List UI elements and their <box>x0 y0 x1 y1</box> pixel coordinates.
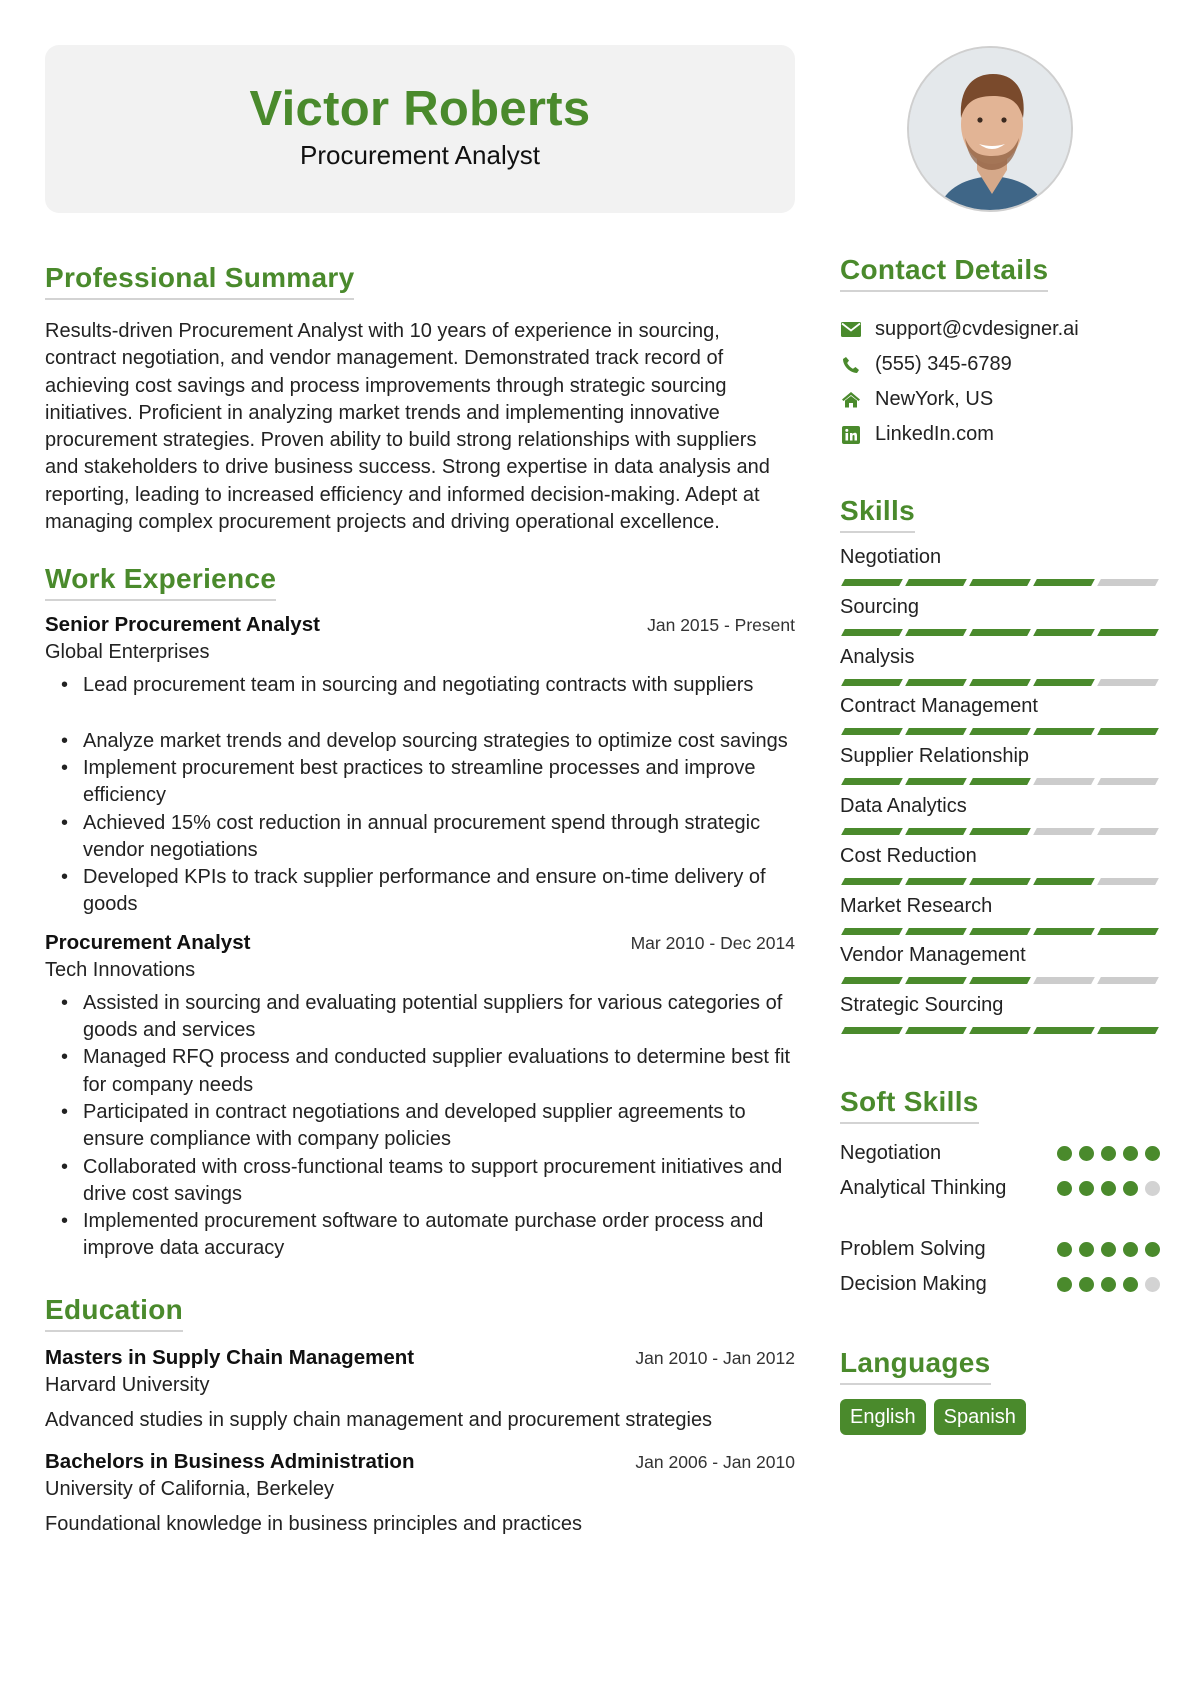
skill-segment-filled <box>841 579 903 586</box>
skill-level-bar <box>843 629 1162 636</box>
skill-segment-filled <box>905 977 967 984</box>
skill-segment-filled <box>1033 1027 1095 1034</box>
skill-segment-filled <box>841 828 903 835</box>
job-date: Mar 2010 - Dec 2014 <box>630 932 795 953</box>
skill-name: Strategic Sourcing <box>840 994 1004 1017</box>
job-bullet: • Analyze market trends and develop sourcing strategies to optimize cost savings <box>45 728 795 755</box>
summary-text: Results-driven Procurement Analyst with 10 years of experience in sourcing, contract negotiation, and vendor management. Demonstrated track record of achieving cost savings and process improvements through strategic sourcing initiatives. Proficient in analyzing market trends and implementing innovative procurement strategies. Proven ability to build strong relationships with suppliers and stakeholders to drive business success. Strong expertise in data analysis and reporting, leading to increased efficiency and informed decision-making. Adept at managing complex procurement projects and driving operational excellence. <box>45 320 770 534</box>
rating-dot-filled <box>1101 1146 1116 1161</box>
skill-item <box>840 692 1162 742</box>
skill-segment-filled <box>1097 629 1159 636</box>
skill-item <box>840 643 1162 693</box>
skill-segment-filled <box>1033 579 1095 586</box>
rating-dot-filled <box>1101 1242 1116 1257</box>
degree: Masters in Supply Chain Management <box>45 1345 415 1369</box>
job-bullet: • Collaborated with cross-functional teams to support procurement initiatives and drive cost savings <box>45 1154 795 1209</box>
job-bullet: • Assisted in sourcing and evaluating potential suppliers for various categories of goods and services <box>45 990 795 1045</box>
soft-skill-rating <box>1057 1242 1160 1257</box>
job-bullet: • Lead procurement team in sourcing and negotiating contracts with suppliers <box>45 672 795 699</box>
rating-dot-filled <box>1145 1146 1160 1161</box>
rating-dot-filled <box>1057 1242 1072 1257</box>
skill-segment-filled <box>841 728 903 735</box>
job-bullet: • Participated in contract negotiations and developed supplier agreements to ensure compliance with company policies <box>45 1099 795 1154</box>
candidate-title: Procurement Analyst <box>300 140 540 170</box>
contact-linkedin-value: LinkedIn.com <box>875 423 994 445</box>
skill-name: Vendor Management <box>840 944 1026 967</box>
contact-heading: Contact Details <box>840 253 1048 292</box>
contact-linkedin[interactable] <box>840 417 1162 452</box>
skill-level-bar <box>843 778 1162 785</box>
skill-segment-filled <box>841 928 903 935</box>
rating-dot-filled <box>1079 1146 1094 1161</box>
rating-dot-filled <box>1057 1181 1072 1196</box>
education-entry <box>45 1448 795 1538</box>
skill-item <box>840 792 1162 842</box>
skill-segment-filled <box>905 1027 967 1034</box>
rating-dot-filled <box>1057 1146 1072 1161</box>
rating-dot-filled <box>1145 1242 1160 1257</box>
skills-list <box>840 543 1162 1041</box>
soft-skill-name: Analytical Thinking <box>840 1176 1007 1199</box>
skill-item <box>840 941 1162 991</box>
skill-segment-filled <box>841 629 903 636</box>
skill-segment-filled <box>841 679 903 686</box>
soft-skill-item <box>840 1232 1162 1267</box>
education-date: Jan 2010 - Jan 2012 <box>635 1347 795 1368</box>
skill-segment-filled <box>841 778 903 785</box>
job-bullet: • Achieved 15% cost reduction in annual procurement spend through strategic vendor negotiations <box>45 810 795 865</box>
skill-item <box>840 991 1162 1041</box>
education-date: Jan 2006 - Jan 2010 <box>635 1451 795 1472</box>
skill-segment-filled <box>969 1027 1031 1034</box>
skill-segment-filled <box>969 728 1031 735</box>
candidate-name: Victor Roberts <box>249 82 591 136</box>
skill-segment-filled <box>969 977 1031 984</box>
skill-item <box>840 892 1162 942</box>
contact-location <box>840 382 1162 417</box>
skill-segment-filled <box>905 778 967 785</box>
soft-skills-heading: Soft Skills <box>840 1085 979 1124</box>
contact-phone-value: (555) 345-6789 <box>875 353 1012 375</box>
education-description: Foundational knowledge in business principles and practices <box>45 1512 582 1535</box>
skill-segment-empty <box>1097 828 1159 835</box>
skill-item <box>840 842 1162 892</box>
skill-level-bar <box>843 728 1162 735</box>
skill-segment-filled <box>969 629 1031 636</box>
contact-location-value: NewYork, US <box>875 388 994 410</box>
contact-email[interactable] <box>840 312 1162 347</box>
degree: Bachelors in Business Administration <box>45 1449 415 1473</box>
job-bullet: • Managed RFQ process and conducted supplier evaluations to determine best fit for company needs <box>45 1044 795 1099</box>
school: University of California, Berkeley <box>45 1477 334 1500</box>
skill-segment-filled <box>969 928 1031 935</box>
job-bullets <box>45 672 795 918</box>
rating-dot-empty <box>1145 1277 1160 1292</box>
languages-list <box>840 1399 1162 1435</box>
skill-name: Sourcing <box>840 595 919 618</box>
skill-segment-empty <box>1097 679 1159 686</box>
job-company: Global Enterprises <box>45 641 210 664</box>
job-bullet: • Developed KPIs to track supplier performance and ensure on-time delivery of goods <box>45 864 795 919</box>
skill-level-bar <box>843 679 1162 686</box>
skill-segment-filled <box>905 579 967 586</box>
skill-segment-empty <box>1097 977 1159 984</box>
job-bullet: • Implemented procurement software to automate purchase order process and improve data accuracy <box>45 1208 795 1263</box>
skill-segment-filled <box>841 878 903 885</box>
job-bullet: • Implement procurement best practices to streamline processes and improve efficiency <box>45 755 795 810</box>
soft-skill-rating <box>1057 1181 1160 1196</box>
skill-segment-filled <box>1033 928 1095 935</box>
soft-skill-name: Problem Solving <box>840 1237 986 1260</box>
header-card <box>45 45 795 213</box>
skill-segment-filled <box>905 828 967 835</box>
skill-segment-filled <box>905 629 967 636</box>
skill-segment-filled <box>841 977 903 984</box>
job-bullets <box>45 990 795 1263</box>
skill-segment-filled <box>969 679 1031 686</box>
linkedin-icon <box>840 424 862 446</box>
skill-item <box>840 742 1162 792</box>
job-entry <box>45 611 795 918</box>
skill-segment-filled <box>969 778 1031 785</box>
skill-name: Cost Reduction <box>840 844 977 867</box>
education-description: Advanced studies in supply chain management and procurement strategies <box>45 1408 713 1431</box>
contact-phone[interactable] <box>840 347 1162 382</box>
skill-level-bar <box>843 1027 1162 1034</box>
contact-email-value: support@cvdesigner.ai <box>875 318 1079 340</box>
skill-segment-filled <box>1097 928 1159 935</box>
skill-segment-filled <box>1033 728 1095 735</box>
skill-name: Data Analytics <box>840 794 967 817</box>
skill-level-bar <box>843 977 1162 984</box>
languages-heading: Languages <box>840 1346 991 1385</box>
rating-dot-filled <box>1079 1277 1094 1292</box>
skill-segment-filled <box>1097 1027 1159 1034</box>
summary-heading: Professional Summary <box>45 261 354 300</box>
skill-item <box>840 593 1162 643</box>
skill-segment-filled <box>1033 679 1095 686</box>
skills-heading: Skills <box>840 494 915 533</box>
skill-segment-filled <box>969 878 1031 885</box>
skill-segment-filled <box>841 1027 903 1034</box>
soft-skill-item <box>840 1171 1162 1206</box>
skill-segment-filled <box>969 828 1031 835</box>
rating-dot-filled <box>1123 1242 1138 1257</box>
skill-segment-filled <box>1033 878 1095 885</box>
skill-segment-empty <box>1033 778 1095 785</box>
education-heading: Education <box>45 1293 183 1332</box>
main-column <box>45 45 795 1538</box>
skill-segment-empty <box>1097 878 1159 885</box>
skill-name: Supplier Relationship <box>840 745 1030 768</box>
skill-segment-filled <box>905 928 967 935</box>
rating-dot-filled <box>1101 1181 1116 1196</box>
phone-icon <box>840 354 862 376</box>
work-heading: Work Experience <box>45 562 276 601</box>
skill-segment-empty <box>1033 977 1095 984</box>
job-title: Senior Procurement Analyst <box>45 613 320 637</box>
rating-dot-filled <box>1123 1277 1138 1292</box>
skill-segment-filled <box>1033 629 1095 636</box>
soft-skill-rating <box>1057 1277 1160 1292</box>
education-entry <box>45 1344 795 1434</box>
job-title: Procurement Analyst <box>45 930 251 954</box>
skill-segment-filled <box>905 679 967 686</box>
rating-dot-filled <box>1123 1181 1138 1196</box>
rating-dot-filled <box>1079 1181 1094 1196</box>
job-entry <box>45 929 795 1263</box>
sidebar-column <box>840 45 1162 1435</box>
soft-skill-name: Negotiation <box>840 1141 942 1164</box>
skill-name: Analysis <box>840 645 915 668</box>
soft-skill-name: Decision Making <box>840 1272 987 1295</box>
soft-skills-list <box>840 1136 1162 1302</box>
rating-dot-filled <box>1057 1277 1072 1292</box>
skill-segment-empty <box>1033 828 1095 835</box>
language-badge: Spanish <box>934 1399 1026 1435</box>
skill-level-bar <box>843 579 1162 586</box>
soft-skill-rating <box>1057 1146 1160 1161</box>
skill-segment-filled <box>969 579 1031 586</box>
skill-segment-empty <box>1097 778 1159 785</box>
job-date: Jan 2015 - Present <box>647 615 795 636</box>
rating-dot-filled <box>1079 1242 1094 1257</box>
rating-dot-empty <box>1145 1181 1160 1196</box>
skill-segment-filled <box>905 728 967 735</box>
language-badge: English <box>840 1399 926 1435</box>
rating-dot-filled <box>1101 1277 1116 1292</box>
skill-name: Negotiation <box>840 546 942 568</box>
soft-skill-item <box>840 1267 1162 1302</box>
skill-name: Market Research <box>840 894 993 917</box>
envelope-icon <box>840 319 862 341</box>
skill-segment-filled <box>1097 728 1159 735</box>
skill-level-bar <box>843 828 1162 835</box>
job-company: Tech Innovations <box>45 958 196 981</box>
skill-segment-filled <box>905 878 967 885</box>
school: Harvard University <box>45 1373 210 1396</box>
skill-level-bar <box>843 928 1162 935</box>
contact-list <box>840 312 1162 452</box>
skill-segment-empty <box>1097 579 1159 586</box>
home-icon <box>840 389 862 411</box>
skill-item <box>840 543 1162 593</box>
soft-skill-item <box>840 1136 1162 1171</box>
skill-level-bar <box>843 878 1162 885</box>
rating-dot-filled <box>1123 1146 1138 1161</box>
skill-name: Contract Management <box>840 695 1038 718</box>
